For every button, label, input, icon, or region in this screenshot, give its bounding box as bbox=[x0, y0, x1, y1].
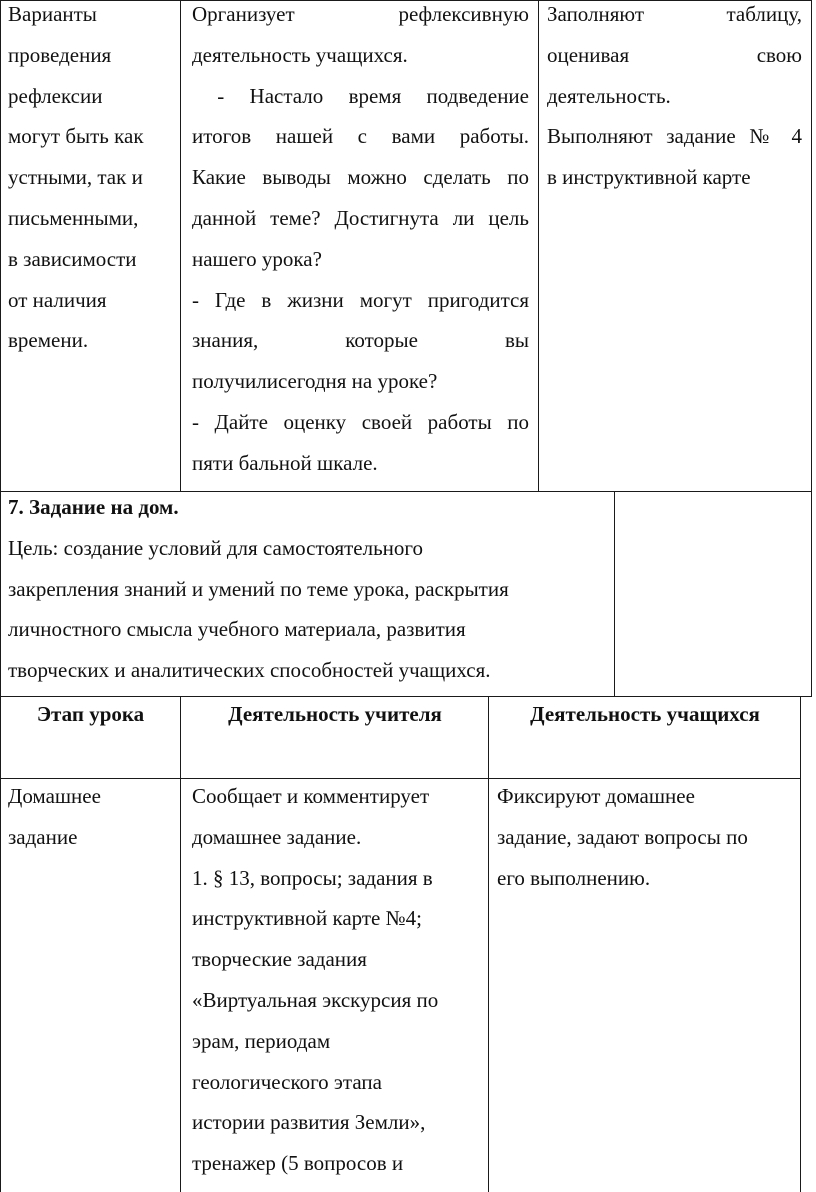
students-activity-cell: Фиксируют домашнее задание, задают вопросы по его выполнению. bbox=[497, 784, 748, 890]
table-border bbox=[538, 0, 539, 492]
table-border bbox=[0, 0, 1, 697]
header-teacher-activity: Деятельность учителя bbox=[228, 702, 442, 726]
table-border bbox=[800, 697, 801, 1192]
table-border bbox=[180, 697, 181, 1192]
section-title: 7. Задание на дом. bbox=[8, 495, 179, 519]
table-border bbox=[488, 697, 489, 1192]
table-border bbox=[180, 0, 181, 492]
reflection-variants-cell: Варианты проведения рефлексии могут быть как устными, так и письменными, в зависимости от наличия времени. bbox=[8, 2, 144, 353]
header-students-activity: Деятельность учащихся bbox=[530, 702, 760, 726]
homework-section-cell: 7. Задание на дом. Цель: создание условий для самостоятельного закрепления знаний и умений по теме урока, раскрытия личностного смысла учебного материала, развития творческих и аналитических способностей учащихся. bbox=[8, 487, 608, 691]
table-border bbox=[811, 0, 812, 697]
table-border bbox=[0, 697, 1, 1192]
teacher-reflection-cell: Организует рефлексивную деятельность учащихся. - Настало время подведение итогов нашей с вами работы. Какие выводы можно сделать по данной теме? Достигнута ли цель нашего урока? - Где в жизни могут пригодится знания, которые вы получилисегодня на уроке? - Дайте оценку своей работы по пяти бальной шкале. bbox=[192, 2, 529, 475]
table-border bbox=[0, 696, 812, 697]
teacher-activity-cell: Сообщает и комментирует домашнее задание. 1. § 13, вопросы; задания в инструктивной карте №4; творческие задания «Виртуальная экскурсия по эрам, периодам геологического этапа истории развития Земли», тренажер (5 вопросов и bbox=[192, 784, 439, 1176]
header-stage: Этап урока bbox=[36, 702, 145, 726]
students-reflection-cell: Заполняют таблицу, оценивая свою деятельность. Выполняют задание № 4 в инструктивной карте bbox=[547, 2, 802, 190]
table-border bbox=[614, 491, 615, 697]
stage-cell: Домашнее задание bbox=[8, 784, 101, 849]
